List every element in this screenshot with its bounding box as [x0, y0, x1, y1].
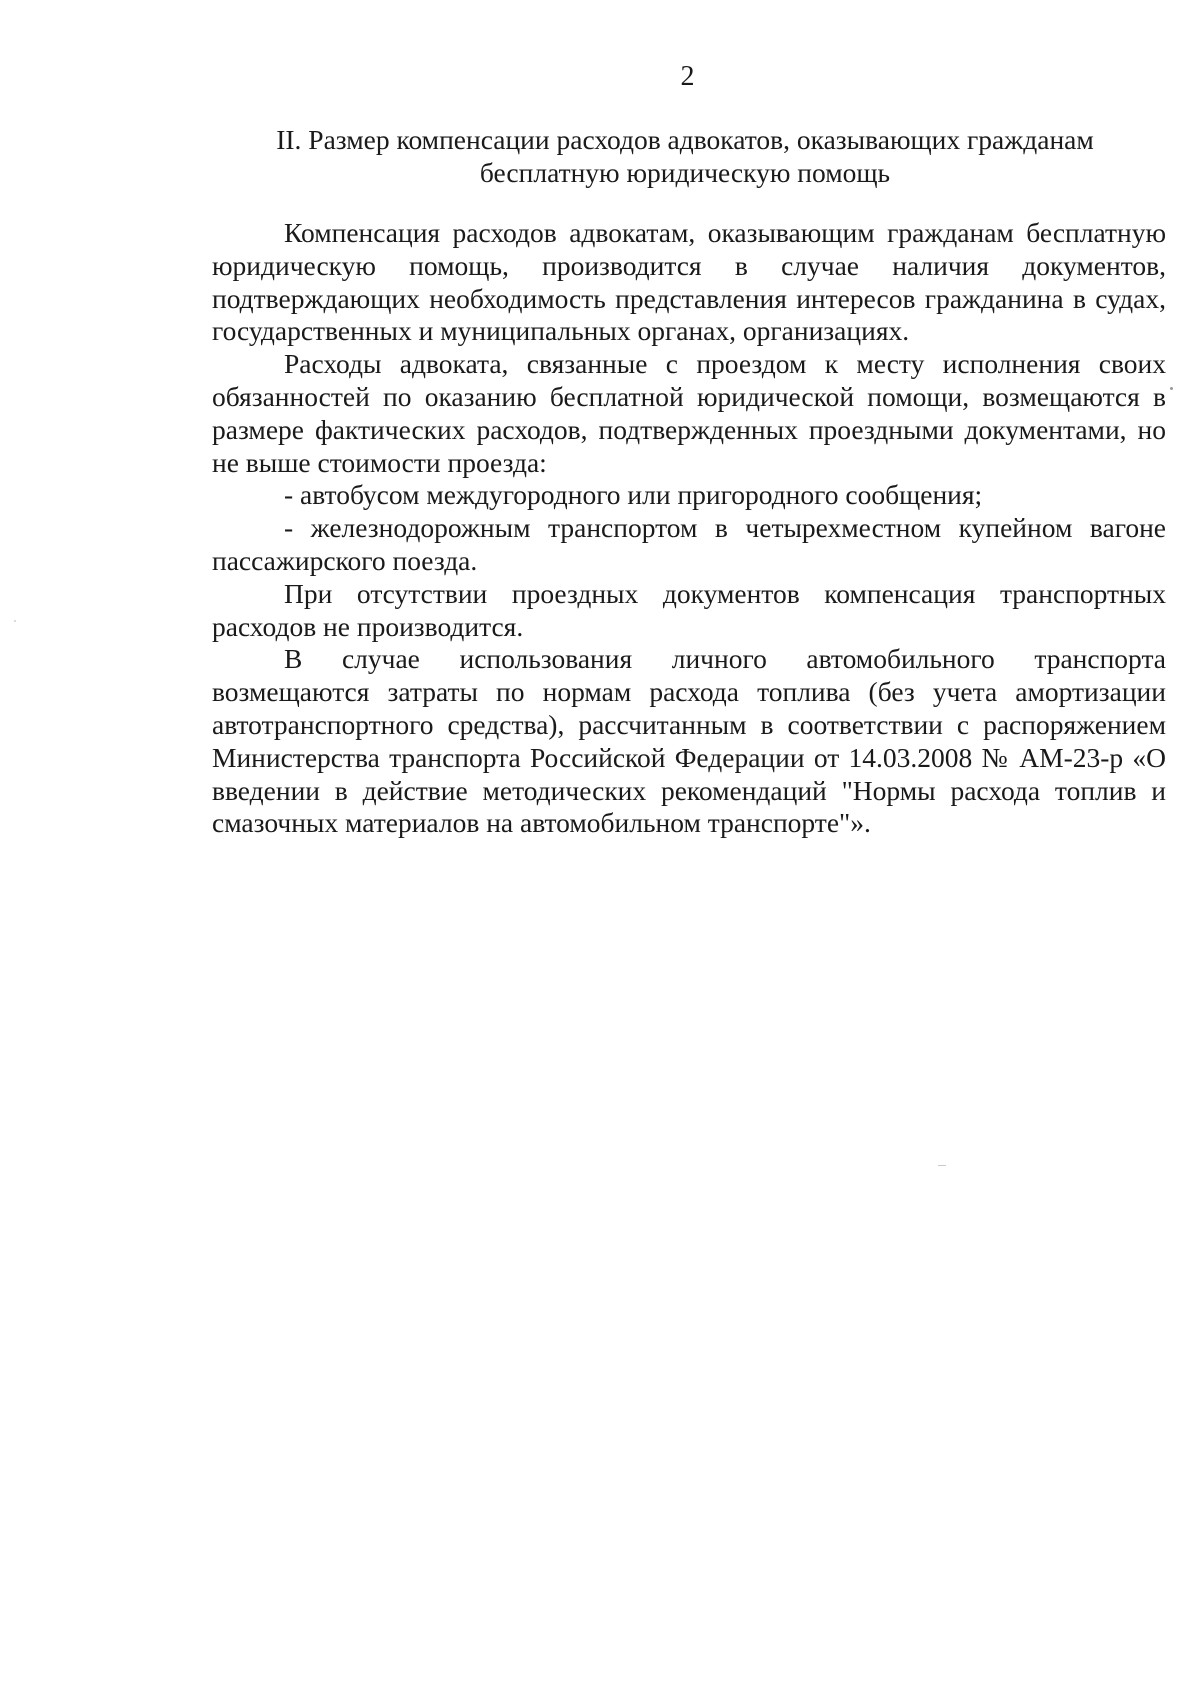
body-text	[212, 217, 1166, 840]
scan-artifact-mark	[938, 1165, 946, 1166]
paragraph-compensation-conditions: Компенсация расходов адвокатам, оказывающим гражданам бесплатную юридическую помощь, производится в случае наличия документов, подтверждающих необходимость представления интересов гражданина в судах, государственных и муниципальных органах, организациях.	[212, 217, 1166, 347]
paragraph-travel-expenses: Расходы адвоката, связанные с проездом к месту исполнения своих обязанностей по оказанию бесплатной юридической помощи, возмещаются в размере фактических расходов, подтвержденных проездными документами, но не выше стоимости проезда:	[212, 348, 1166, 478]
scan-artifact-dot	[14, 620, 16, 622]
page-number-text: 2	[680, 61, 695, 92]
paragraph-personal-vehicle: В случае использования личного автомобильного транспорта возмещаются затраты по нормам расхода топлива (без учета амортизации автотранспортного средства), рассчитанным в соответствии с распоряжением Министерства транспорта Российской Федерации от 14.03.2008 № АМ-23-р «О введении в действие методических рекомендаций "Нормы расхода топлив и смазочных материалов на автомобильном транспорте"».	[212, 643, 1166, 839]
paragraph-no-documents: При отсутствии проездных документов компенсация транспортных расходов не производится.	[212, 577, 1166, 642]
scan-artifact-dot	[1170, 387, 1173, 390]
section-title-line-2: бесплатную юридическую помощь	[479, 157, 891, 188]
page-number	[0, 60, 1200, 94]
section-title	[215, 123, 1155, 189]
paragraph-bus-transport: - автобусом междугородного или пригородного сообщения;	[284, 479, 983, 511]
paragraph-rail-transport: - железнодорожным транспортом в четырехместном купейном вагоне пассажирского поезда.	[212, 512, 1166, 576]
section-title-line-1: II. Размер компенсации расходов адвокатов, оказывающих гражданам	[276, 124, 1094, 155]
